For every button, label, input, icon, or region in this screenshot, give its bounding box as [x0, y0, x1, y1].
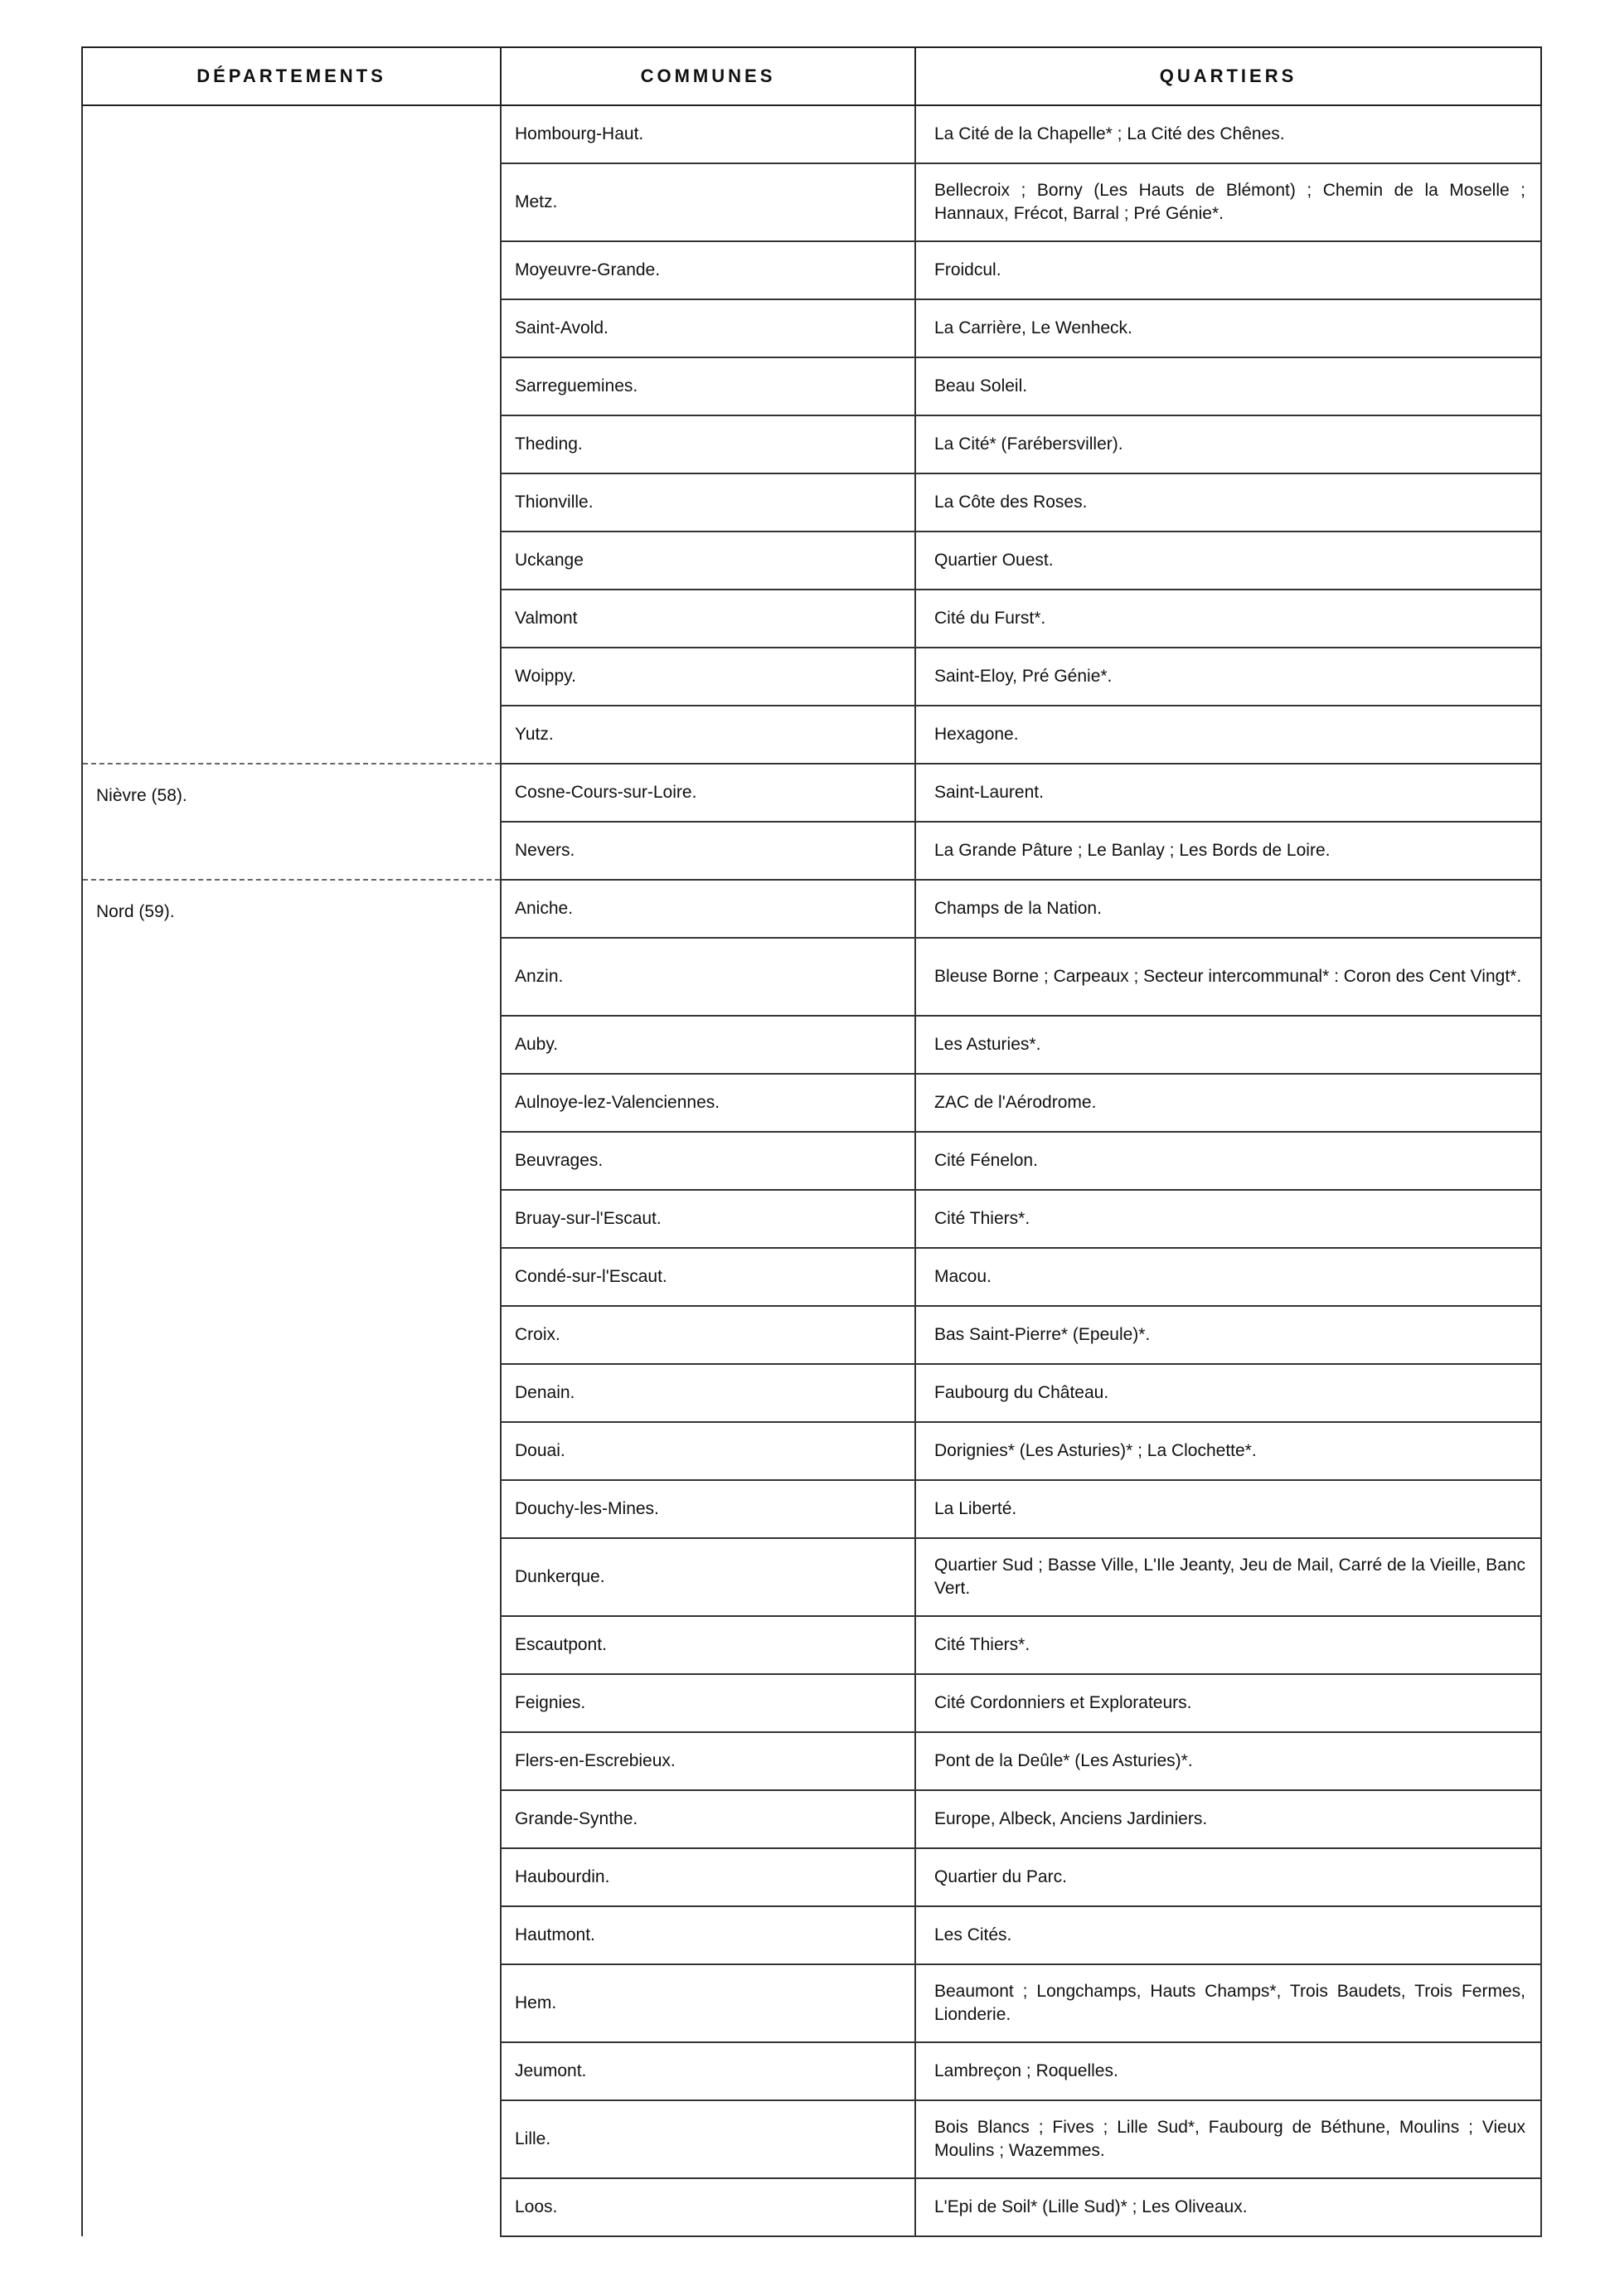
- table-row: [82, 880, 1541, 938]
- commune-cell: Thionville.: [501, 473, 915, 532]
- quartiers-cell: L'Epi de Soil* (Lille Sud)* ; Les Oliveaux.: [915, 2178, 1541, 2236]
- quartiers-cell: La Liberté.: [915, 1480, 1541, 1538]
- commune-cell: Sarreguemines.: [501, 357, 915, 415]
- quartiers-cell: Beau Soleil.: [915, 357, 1541, 415]
- quartiers-cell: La Cité de la Chapelle* ; La Cité des Chênes.: [915, 105, 1541, 163]
- quartiers-cell: Saint-Laurent.: [915, 764, 1541, 822]
- header-quartiers: QUARTIERS: [915, 47, 1541, 105]
- commune-cell: Flers-en-Escrebieux.: [501, 1732, 915, 1790]
- quartiers-cell: ZAC de l'Aérodrome.: [915, 1074, 1541, 1132]
- quartiers-cell: Quartier Sud ; Basse Ville, L'Ile Jeanty, Jeu de Mail, Carré de la Vieille, Banc Vert.: [915, 1538, 1541, 1616]
- commune-cell: Nevers.: [501, 822, 915, 880]
- quartiers-cell: Lambreçon ; Roquelles.: [915, 2042, 1541, 2100]
- commune-cell: Loos.: [501, 2178, 915, 2236]
- quartiers-cell: Bois Blancs ; Fives ; Lille Sud*, Faubourg de Béthune, Moulins ; Vieux Moulins ; Wazemmes.: [915, 2100, 1541, 2178]
- commune-cell: Valmont: [501, 590, 915, 648]
- header-communes: COMMUNES: [501, 47, 915, 105]
- quartiers-cell: Saint-Eloy, Pré Génie*.: [915, 648, 1541, 706]
- commune-cell: Jeumont.: [501, 2042, 915, 2100]
- table-header: [82, 47, 1541, 105]
- departement-cell: Nièvre (58).: [82, 764, 501, 880]
- header-row: [82, 47, 1541, 105]
- quartiers-cell: Bleuse Borne ; Carpeaux ; Secteur intercommunal* : Coron des Cent Vingt*.: [915, 938, 1541, 1016]
- quartiers-cell: Les Cités.: [915, 1906, 1541, 1964]
- quartiers-cell: La Cité* (Farébersviller).: [915, 415, 1541, 473]
- commune-cell: Metz.: [501, 163, 915, 241]
- commune-cell: Douchy-les-Mines.: [501, 1480, 915, 1538]
- commune-cell: Bruay-sur-l'Escaut.: [501, 1190, 915, 1248]
- commune-cell: Denain.: [501, 1364, 915, 1422]
- commune-cell: Woippy.: [501, 648, 915, 706]
- header-departements: DÉPARTEMENTS: [82, 47, 501, 105]
- commune-cell: Aniche.: [501, 880, 915, 938]
- commune-cell: Anzin.: [501, 938, 915, 1016]
- quartiers-cell: La Grande Pâture ; Le Banlay ; Les Bords de Loire.: [915, 822, 1541, 880]
- quartiers-cell: La Carrière, Le Wenheck.: [915, 299, 1541, 357]
- commune-cell: Grande-Synthe.: [501, 1790, 915, 1848]
- commune-cell: Lille.: [501, 2100, 915, 2178]
- quartiers-cell: Cité Cordonniers et Explorateurs.: [915, 1674, 1541, 1732]
- quartiers-cell: Cité Thiers*.: [915, 1190, 1541, 1248]
- quartiers-cell: Froidcul.: [915, 241, 1541, 299]
- commune-cell: Moyeuvre-Grande.: [501, 241, 915, 299]
- departement-cell: Nord (59).: [82, 880, 501, 2236]
- quartiers-cell: Cité Thiers*.: [915, 1616, 1541, 1674]
- commune-cell: Feignies.: [501, 1674, 915, 1732]
- commune-cell: Yutz.: [501, 706, 915, 764]
- commune-cell: Theding.: [501, 415, 915, 473]
- commune-cell: Uckange: [501, 532, 915, 590]
- quartiers-cell: Europe, Albeck, Anciens Jardiniers.: [915, 1790, 1541, 1848]
- commune-cell: Haubourdin.: [501, 1848, 915, 1906]
- quartiers-table: [81, 46, 1542, 2237]
- quartiers-cell: La Côte des Roses.: [915, 473, 1541, 532]
- quartiers-cell: Beaumont ; Longchamps, Hauts Champs*, Trois Baudets, Trois Fermes, Lionderie.: [915, 1964, 1541, 2042]
- table-row: [82, 764, 1541, 822]
- commune-cell: Hem.: [501, 1964, 915, 2042]
- table-row: [82, 105, 1541, 163]
- quartiers-cell: Bellecroix ; Borny (Les Hauts de Blémont) ; Chemin de la Moselle ; Hannaux, Frécot, Barral ; Pré Génie*.: [915, 163, 1541, 241]
- quartiers-cell: Macou.: [915, 1248, 1541, 1306]
- quartiers-cell: Bas Saint-Pierre* (Epeule)*.: [915, 1306, 1541, 1364]
- departement-cell: [82, 105, 501, 764]
- commune-cell: Condé-sur-l'Escaut.: [501, 1248, 915, 1306]
- quartiers-cell: Dorignies* (Les Asturies)* ; La Clochette*.: [915, 1422, 1541, 1480]
- commune-cell: Dunkerque.: [501, 1538, 915, 1616]
- quartiers-cell: Hexagone.: [915, 706, 1541, 764]
- quartiers-cell: Pont de la Deûle* (Les Asturies)*.: [915, 1732, 1541, 1790]
- commune-cell: Saint-Avold.: [501, 299, 915, 357]
- quartiers-cell: Cité Fénelon.: [915, 1132, 1541, 1190]
- commune-cell: Auby.: [501, 1016, 915, 1074]
- commune-cell: Douai.: [501, 1422, 915, 1480]
- commune-cell: Hautmont.: [501, 1906, 915, 1964]
- commune-cell: Croix.: [501, 1306, 915, 1364]
- table-body: [82, 105, 1541, 2236]
- quartiers-cell: Les Asturies*.: [915, 1016, 1541, 1074]
- commune-cell: Aulnoye-lez-Valenciennes.: [501, 1074, 915, 1132]
- commune-cell: Escautpont.: [501, 1616, 915, 1674]
- quartiers-cell: Quartier Ouest.: [915, 532, 1541, 590]
- document-page: [81, 46, 1540, 2237]
- quartiers-cell: Champs de la Nation.: [915, 880, 1541, 938]
- commune-cell: Beuvrages.: [501, 1132, 915, 1190]
- quartiers-cell: Cité du Furst*.: [915, 590, 1541, 648]
- quartiers-cell: Quartier du Parc.: [915, 1848, 1541, 1906]
- commune-cell: Hombourg-Haut.: [501, 105, 915, 163]
- quartiers-cell: Faubourg du Château.: [915, 1364, 1541, 1422]
- commune-cell: Cosne-Cours-sur-Loire.: [501, 764, 915, 822]
